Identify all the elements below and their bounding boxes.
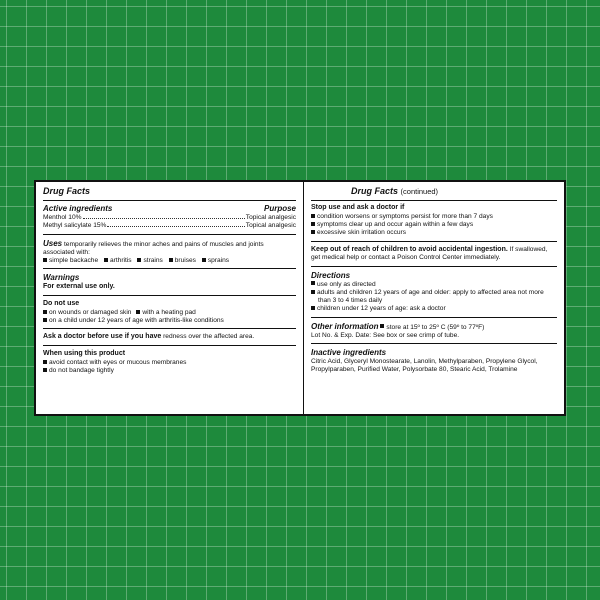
list-item: simple backache [43, 257, 98, 264]
list-item: on a child under 12 years of age with arthritis-like conditions [43, 317, 296, 325]
list-item: excessive skin irritation occurs [311, 229, 557, 237]
list-item: adults and children 12 years of age and older: apply to affected area not more than 3 to 4 times daily [311, 289, 557, 305]
uses-section [43, 239, 296, 270]
ingredient-purpose: Topical analgesic [245, 214, 296, 222]
bullet-icon [137, 258, 141, 262]
keep-out-section [311, 246, 557, 267]
bullet-icon [104, 258, 108, 262]
bullet-icon [311, 281, 315, 285]
keep-out-text: If swallowed, get medical help or contact a Poison Control Center immediately. [311, 245, 548, 262]
ingredient-row [43, 222, 296, 230]
do-not-use-title: Do not use [43, 300, 80, 308]
lot-number-text: Lot No. & Exp. Date: See box or see crimp of tube. [311, 331, 460, 339]
ask-doctor-bold: Ask a doctor before use if you have [43, 333, 162, 341]
inactive-ingredients-text: Citric Acid, Glyceryl Monostearate, Lanolin, Methylparaben, Propylene Glycol, Propylparaben, Purified Water, Polysorbate 80, Stearic Acid, Trolamine [311, 358, 538, 374]
bullet-icon [311, 214, 315, 218]
drug-facts-panel [34, 180, 566, 416]
leader-dots [107, 226, 244, 227]
active-ingredients-title: Active ingredients [43, 204, 113, 214]
keep-out-bold: Keep out of reach of children to avoid accidental ingestion. [311, 245, 508, 253]
when-using-title: When using this product [43, 350, 126, 358]
active-ingredients-section [43, 204, 296, 234]
list-item: sprains [202, 257, 229, 264]
list-item: bruises [169, 257, 196, 264]
list-item: arthritis [104, 257, 132, 264]
bullet-icon [136, 310, 140, 314]
drug-facts-continued-header: Drug Facts (continued) [311, 186, 557, 201]
storage-text: store at 15º to 25º C (59º to 77ºF) [386, 323, 485, 331]
leader-dots [83, 218, 245, 219]
bullet-icon [169, 258, 173, 262]
list-item: children under 12 years of age: ask a doctor [311, 305, 557, 313]
list-item: use only as directed [311, 281, 557, 289]
external-use-text: For external use only. [43, 283, 115, 291]
directions-section [311, 271, 557, 318]
drug-facts-header: Drug Facts [43, 186, 296, 201]
inactive-ingredients-section [311, 348, 557, 377]
bullet-icon [311, 230, 315, 234]
ingredient-name: Menthol 10% [43, 214, 82, 222]
bullet-icon [311, 306, 315, 310]
drug-facts-left-column [36, 182, 304, 414]
do-not-use-section [43, 300, 296, 329]
uses-list [43, 257, 296, 265]
list-item: on wounds or damaged skin with a heating pad [43, 309, 296, 317]
stop-use-title: Stop use and ask a doctor if [311, 204, 405, 212]
bullet-icon [311, 222, 315, 226]
bullet-icon [380, 324, 384, 328]
uses-text: temporarily relieves the minor aches and pains of muscles and joints associated with: [43, 240, 264, 256]
bullet-icon [43, 368, 47, 372]
warnings-section [43, 273, 296, 296]
drug-facts-right-column [304, 182, 564, 414]
bullet-icon [43, 318, 47, 322]
ingredient-row [43, 214, 296, 222]
ingredient-purpose: Topical analgesic [245, 222, 296, 230]
list-item: symptoms clear up and occur again within a few days [311, 221, 557, 229]
ask-doctor-text: redness over the affected area. [163, 333, 255, 341]
list-item: do not bandage tightly [43, 367, 296, 375]
bullet-icon [43, 310, 47, 314]
list-item: strains [137, 257, 162, 264]
bullet-icon [43, 258, 47, 262]
bullet-icon [311, 290, 315, 294]
uses-title: Uses [43, 238, 63, 248]
other-information-title: Other information [311, 321, 379, 331]
other-information-section [311, 322, 557, 344]
directions-title: Directions [311, 270, 351, 280]
warnings-title: Warnings [43, 273, 80, 283]
list-item: condition worsens or symptoms persist for more than 7 days [311, 213, 557, 221]
stop-use-section [311, 204, 557, 241]
list-item: avoid contact with eyes or mucous membranes [43, 359, 296, 367]
bullet-icon [202, 258, 206, 262]
bullet-icon [43, 360, 47, 364]
purpose-title: Purpose [263, 204, 296, 214]
ingredient-name: Methyl salicylate 15% [43, 222, 107, 230]
when-using-section [43, 350, 296, 378]
ask-doctor-section [43, 333, 296, 346]
inactive-ingredients-title: Inactive ingredients [311, 348, 387, 358]
